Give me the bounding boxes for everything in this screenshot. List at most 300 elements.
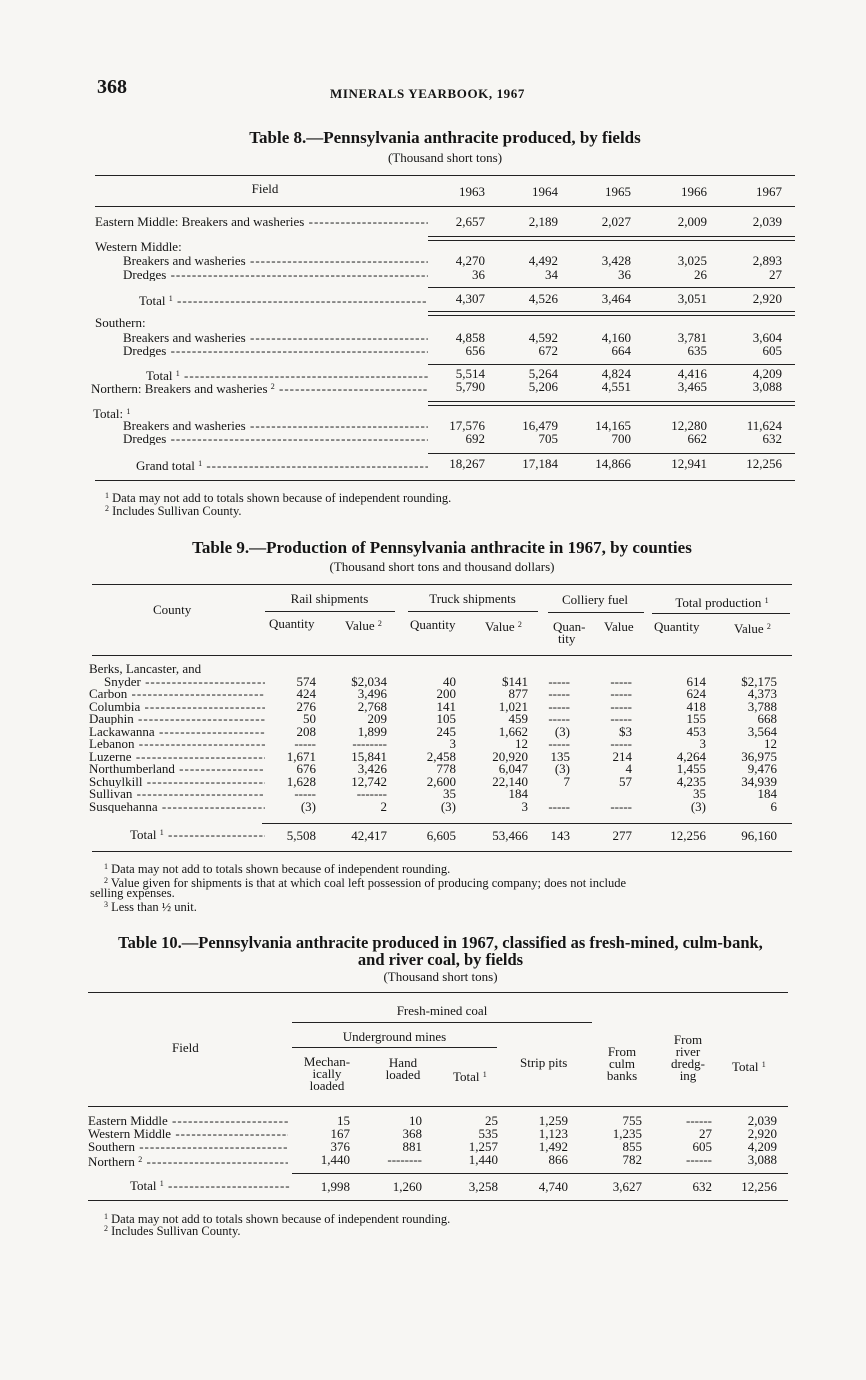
- footnote-mark: 2: [104, 1224, 108, 1233]
- table8-title: Table 8.—Pennsylvania anthracite produced, by fields: [249, 128, 641, 147]
- table9-cell: 22,140: [492, 773, 528, 789]
- table10-cell: 855: [622, 1139, 642, 1154]
- table9-cell: $2,175: [741, 673, 777, 689]
- table8-cell: 4,307: [455, 291, 485, 306]
- footnote-mark: 2: [270, 382, 275, 391]
- table8-year: 1963: [459, 184, 485, 199]
- table8-cell: 4,492: [528, 253, 558, 268]
- table8-col-field: Field: [251, 181, 279, 196]
- total-text: Total: [732, 1059, 759, 1074]
- table9-row-label: Snyder -----: [104, 675, 265, 688]
- table9-cell: 184: [508, 786, 528, 801]
- table10-total-cell: 3,627: [612, 1179, 642, 1194]
- table9-cell: -----: [548, 711, 570, 726]
- table9-cell: -----: [610, 673, 632, 689]
- table9-cell: -----: [548, 673, 570, 689]
- mech-line: Mechan-: [303, 1054, 351, 1069]
- row-label-text: Northern: [88, 1154, 135, 1168]
- table8-top-rule: [95, 175, 795, 176]
- footnote-mark: 1: [105, 491, 109, 500]
- table10-total-cell: 1,260: [392, 1179, 422, 1194]
- table9-group: Rail shipments: [290, 591, 369, 606]
- fresh-mined-header: Fresh-mined coal: [396, 1003, 488, 1018]
- table9-cell: 3: [521, 798, 528, 814]
- table9-cell: (3): [440, 798, 456, 814]
- table10-cell: 535: [478, 1126, 498, 1141]
- rule: [652, 613, 790, 614]
- rule: [262, 823, 792, 824]
- table8-row-label: [123, 419, 428, 432]
- table10-cell: 1,257: [468, 1139, 498, 1154]
- table9-cell: 200: [436, 686, 456, 701]
- footnote-text: Data may not add to totals shown because of independent rounding.: [111, 862, 451, 876]
- table10-total-cell: 12,256: [741, 1179, 777, 1194]
- table10-cell: --------: [387, 1152, 422, 1167]
- table8-cell: 17,184: [522, 456, 558, 471]
- rule: [428, 315, 795, 316]
- table9-cell: 141: [436, 698, 456, 714]
- sub-quantity: Quantity: [269, 616, 315, 631]
- table8-cell: 4,160: [601, 330, 631, 345]
- table8-cell: 700: [611, 431, 631, 446]
- table10-subtitle: (Thousand short tons): [383, 969, 498, 984]
- row-label-text: Dredges: [123, 432, 167, 445]
- table8-row-label: [123, 344, 428, 357]
- table10-cell: 782: [622, 1152, 642, 1167]
- table9-title: Table 9.—Production of Pennsylvania anthracite in 1967, by counties: [192, 538, 692, 557]
- table9-footnote: [104, 861, 450, 876]
- sub-quantity: Quantity: [654, 619, 700, 634]
- footnote-mark: 2: [377, 619, 382, 628]
- table8-cell: 16,479: [522, 418, 558, 433]
- table9-total-cell: 6,605: [426, 828, 456, 843]
- table8-row-label: [123, 254, 428, 267]
- table9-cell: -----: [610, 686, 632, 701]
- table9-col-county: County: [153, 602, 192, 617]
- table10-cell: 27: [699, 1126, 712, 1141]
- table8-year: 1966: [681, 184, 707, 199]
- table8-cell: 18,267: [449, 456, 485, 471]
- table8-cell: 705: [538, 431, 558, 446]
- table8-row-label: [136, 457, 428, 472]
- river-line: From: [673, 1032, 703, 1047]
- table9-cell: 35: [693, 786, 706, 801]
- table9-cell: -----: [548, 698, 570, 714]
- table8-cell: 4,824: [601, 366, 631, 381]
- running-title: MINERALS YEARBOOK, 1967: [330, 86, 525, 101]
- rule: [292, 1047, 497, 1048]
- table9-cell: 1,628: [286, 773, 316, 789]
- table9-cell: 614: [686, 673, 706, 689]
- table8-cell: 3,025: [677, 253, 707, 268]
- table8-cell: 12,941: [671, 456, 707, 471]
- sub-tity: tity: [558, 631, 576, 646]
- table8-cell: 672: [538, 343, 558, 358]
- row-label-text: Breakers and washeries: [123, 254, 246, 267]
- total-label-text: Total: [130, 1178, 157, 1192]
- table8-cell: 5,264: [528, 366, 558, 381]
- rule: [428, 287, 795, 288]
- table8-row-label: [123, 432, 428, 445]
- footnote-mark: 2: [138, 1155, 143, 1164]
- table9-group: Truck shipments: [429, 591, 516, 606]
- row-label-text: Eastern Middle: Breakers and washeries: [95, 215, 305, 228]
- culm-line: From: [607, 1044, 637, 1059]
- footnote-mark: 1: [159, 828, 164, 837]
- table9-row-label: Schuylkill -----: [89, 775, 265, 788]
- table9-cell: 9,476: [747, 761, 777, 776]
- table8-cell: 14,165: [595, 418, 631, 433]
- sub-value: [485, 618, 522, 633]
- table10-cell: 15: [337, 1113, 350, 1128]
- table9-cell: 2,458: [426, 748, 456, 764]
- table10-cell: 755: [622, 1113, 642, 1128]
- table8-cell: 5,514: [455, 366, 485, 381]
- table9-row-label: Sullivan -----: [89, 787, 265, 800]
- table9-cell: 1,021: [498, 698, 528, 714]
- table9-cell: 424: [296, 686, 316, 701]
- table9-total-cell: 12,256: [670, 828, 706, 843]
- table10-row-label: [88, 1153, 288, 1168]
- table8-row-label: [95, 316, 428, 329]
- table8-row-label: [95, 215, 428, 228]
- table8-cell: 4,270: [455, 253, 485, 268]
- table9-cell: 209: [367, 711, 387, 726]
- table9-row-label: Dauphin -----: [89, 712, 265, 725]
- table9-cell: 2,600: [426, 773, 456, 789]
- table9-cell: 6,047: [498, 761, 528, 776]
- table8-cell: 2,009: [677, 214, 707, 229]
- footnote-mark: 2: [104, 876, 108, 885]
- table8-cell: 3,464: [601, 291, 631, 306]
- table9-cell: 12: [764, 736, 777, 751]
- table10-cell: 1,440: [320, 1152, 350, 1167]
- rule: [292, 1022, 592, 1023]
- footnote-mark: 1: [104, 1212, 108, 1221]
- table9-cell: (3): [300, 798, 316, 814]
- footnote-text: Includes Sullivan County.: [111, 1224, 241, 1238]
- table8-cell: 605: [762, 343, 782, 358]
- table8-cell: 5,790: [455, 379, 485, 394]
- table8-cell: 664: [611, 343, 631, 358]
- table9-cell: 155: [686, 711, 706, 726]
- table9-cell: 3: [449, 736, 456, 751]
- table9-cell: 2: [380, 798, 387, 814]
- rule: [428, 236, 795, 237]
- table8-cell: 14,866: [595, 456, 631, 471]
- table8-cell: 11,624: [746, 418, 782, 433]
- table9-cell: 877: [508, 686, 528, 701]
- table8-cell: 635: [687, 343, 707, 358]
- table9-cell: 57: [619, 773, 632, 789]
- footnote-mark: 1: [126, 407, 131, 416]
- culm-line: culm: [609, 1056, 635, 1071]
- table10-cell: 368: [402, 1126, 422, 1141]
- table9-cell: -----: [610, 798, 632, 814]
- table10-footnote: [104, 1223, 241, 1238]
- table9-cell: 1,899: [357, 723, 387, 739]
- table9-cell: -----: [548, 686, 570, 701]
- table8-row-label: [139, 292, 428, 307]
- table8-cell: 4,858: [455, 330, 485, 345]
- table9-footnote: [104, 875, 626, 890]
- table9-header-rule: [92, 655, 792, 656]
- table8-cell: 3,465: [677, 379, 707, 394]
- table9-cell: 214: [612, 748, 632, 764]
- footnote-mark: 1: [198, 459, 203, 468]
- row-label-text: Total:: [93, 406, 124, 420]
- table9-cell: (3): [554, 761, 570, 776]
- table10-cell: 10: [409, 1113, 422, 1128]
- table8-cell: 4,551: [601, 379, 631, 394]
- table10-total-cell: 632: [692, 1179, 712, 1194]
- table9-cell: 3,496: [357, 686, 387, 701]
- table9-cell: -----: [610, 736, 632, 751]
- table9-cell: (3): [554, 723, 570, 739]
- table10-cell: 605: [692, 1139, 712, 1154]
- table9-cell: 4: [625, 761, 632, 776]
- table10-total-cell: 1,998: [320, 1179, 350, 1194]
- row-label-text: Dredges: [123, 344, 167, 357]
- rule: [428, 401, 795, 402]
- table8-cell: 2,189: [528, 214, 558, 229]
- table9-cell: 7: [563, 773, 570, 789]
- table9-footnote: [90, 887, 175, 900]
- mech-line: ically: [312, 1066, 342, 1081]
- table9-total-cell: 5,508: [286, 828, 316, 843]
- row-label-text: Northern: Breakers and washeries: [91, 381, 268, 395]
- table8-header-rule: [95, 206, 795, 207]
- table9-cell: 184: [757, 786, 777, 801]
- rule: [428, 405, 795, 406]
- table9-cell: -----: [610, 711, 632, 726]
- table9-cell: 3,564: [747, 723, 777, 739]
- table9-cell: 6: [770, 798, 777, 814]
- underground-total: [453, 1068, 487, 1083]
- table9-cell: 35: [443, 786, 456, 801]
- row-label-text: Eastern Middle: [88, 1114, 168, 1127]
- footnote-text: Less than ½ unit.: [111, 900, 197, 914]
- table9-cell: -------: [356, 786, 387, 801]
- table10-cell: 2,039: [747, 1113, 777, 1128]
- row-label-text: Southern: [88, 1140, 135, 1153]
- footnote-mark: 1: [761, 1060, 766, 1069]
- table9-cell: -----: [610, 698, 632, 714]
- table8-cell: 4,416: [677, 366, 707, 381]
- table10-cell: 167: [330, 1126, 350, 1141]
- table8-cell: 3,781: [677, 330, 707, 345]
- table9-top-rule: [92, 584, 792, 585]
- table8-year: 1965: [605, 184, 631, 199]
- sub-value: [345, 617, 382, 632]
- table8-subtitle: (Thousand short tons): [387, 150, 503, 165]
- table8-cell: 2,657: [455, 214, 485, 229]
- table9-row-label: Carbon -----: [89, 687, 265, 700]
- table9-cell: 15,841: [351, 748, 387, 764]
- table10-row-label: [88, 1114, 288, 1127]
- table10-cell: 3,088: [747, 1152, 777, 1167]
- table9-cell: 105: [436, 711, 456, 726]
- table8-cell: 656: [465, 343, 485, 358]
- table9-cell: 12: [515, 736, 528, 751]
- table8-cell: 3,051: [677, 291, 707, 306]
- table9-cell: 574: [296, 673, 316, 689]
- table9-row-label: Lackawanna -----: [89, 725, 265, 738]
- table9-total-cell: 277: [612, 828, 632, 843]
- table9-cell: 2,768: [357, 698, 387, 714]
- table8-cell: 4,209: [752, 366, 782, 381]
- table10-cell: 881: [402, 1139, 422, 1154]
- table9-cell: 459: [508, 711, 528, 726]
- table9-cell: 624: [686, 686, 706, 701]
- table10-total-label: [130, 1177, 290, 1192]
- table9-row-label: Columbia -----: [89, 700, 265, 713]
- row-label-text: Total: [139, 293, 166, 307]
- rule: [408, 611, 538, 612]
- table10-cell: 866: [548, 1152, 568, 1167]
- grand-total-header: [732, 1058, 766, 1073]
- table9-cell: $2,034: [351, 673, 387, 689]
- table8-cell: 17,576: [449, 418, 485, 433]
- rule: [428, 364, 795, 365]
- table8-cell: 3,088: [752, 379, 782, 394]
- table9-cell: 4,264: [676, 748, 706, 764]
- table10-cell: 4,209: [747, 1139, 777, 1154]
- culm-line: banks: [606, 1068, 638, 1083]
- row-label-text: Total: [146, 368, 173, 382]
- underground-header: Underground mines: [342, 1029, 447, 1044]
- table10-cell: 25: [485, 1113, 498, 1128]
- river-line: dredg-: [671, 1056, 705, 1071]
- table9-row-label: Lebanon -----: [89, 737, 265, 750]
- table8-cell: 12,280: [671, 418, 707, 433]
- table8-cell: 34: [545, 267, 558, 282]
- table9-group: Colliery fuel: [561, 592, 629, 607]
- table9-group: [652, 594, 792, 609]
- total-label-text: Total: [130, 827, 157, 841]
- table8-cell: 4,526: [528, 291, 558, 306]
- table9-cell: 34,939: [741, 773, 777, 789]
- table10-title: and river coal, by fields: [357, 950, 524, 969]
- strip-pits-header: Strip pits: [520, 1055, 568, 1070]
- table9-bottom-rule: [92, 851, 792, 852]
- row-label-text: Western Middle: [88, 1127, 172, 1140]
- table9-cell: 245: [436, 723, 456, 739]
- table9-cell: 3: [699, 736, 706, 751]
- sub-value: Value: [604, 619, 634, 634]
- table9-row-label: Susquehanna -----: [89, 800, 265, 813]
- table9-total-cell: 143: [550, 828, 570, 843]
- row-label-text: Grand total: [136, 458, 195, 472]
- table10-cell: 1,259: [538, 1113, 568, 1128]
- rule: [428, 453, 795, 454]
- table9-cell: $3: [619, 723, 632, 739]
- table10-cell: ------: [686, 1152, 712, 1167]
- footnote-text: Value given for shipments is that at which coal left possession of producing company; does not include: [110, 876, 627, 890]
- table8-cell: 27: [769, 267, 782, 282]
- table10-title: Table 10.—Pennsylvania anthracite produced in 1967, classified as fresh-mined, culm-bank,: [118, 933, 763, 952]
- hand-line: Hand: [388, 1055, 418, 1070]
- river-line: river: [675, 1044, 701, 1059]
- footnote-mark: 1: [764, 596, 769, 605]
- table9-cell: 778: [436, 761, 456, 776]
- sub-quantity: Quantity: [410, 617, 456, 632]
- table8-cell: 2,920: [752, 291, 782, 306]
- table8-cell: 692: [465, 431, 485, 446]
- table8-cell: 36: [472, 267, 485, 282]
- sub-quan: Quan-: [553, 619, 586, 634]
- table8-cell: 2,039: [752, 214, 782, 229]
- footnote-mark: 2: [517, 620, 522, 629]
- table10-top-rule: [88, 992, 788, 993]
- table9-total-cell: 42,417: [351, 828, 387, 843]
- group-label: Total production: [675, 595, 762, 610]
- footnote-text: Includes Sullivan County.: [112, 504, 242, 518]
- table10-cell: 2,920: [747, 1126, 777, 1141]
- footnote-text: selling expenses.: [90, 886, 175, 900]
- table10-cell: 1,492: [538, 1139, 568, 1154]
- table8-footnote: [105, 503, 242, 518]
- table10-header-rule: [88, 1106, 788, 1107]
- row-label-text: Breakers and washeries: [123, 419, 246, 432]
- river-line: ing: [679, 1068, 697, 1083]
- table10-cell: 1,235: [612, 1126, 642, 1141]
- table8-row-label: [93, 405, 428, 420]
- table9-row-label: Berks, Lancaster, and: [89, 662, 202, 675]
- table10-cell: 1,123: [538, 1126, 568, 1141]
- table9-cell: 453: [686, 723, 706, 739]
- table8-row-label: [123, 268, 428, 281]
- table9-cell: 36,975: [741, 748, 777, 764]
- table8-cell: 3,428: [601, 253, 631, 268]
- table9-cell: 3,426: [357, 761, 387, 776]
- table9-cell: -----: [294, 786, 316, 801]
- table10-cell: 1,440: [468, 1152, 498, 1167]
- row-label-text: Western Middle:: [95, 240, 182, 253]
- table8-cell: 12,256: [746, 456, 782, 471]
- table9-cell: 668: [757, 711, 777, 726]
- sub-value-text: Value: [485, 619, 515, 634]
- rule: [548, 612, 644, 613]
- footnote-mark: 1: [104, 862, 108, 871]
- page-number: 368: [97, 76, 127, 98]
- table9-cell: 12,742: [351, 773, 387, 789]
- table8-cell: 26: [694, 267, 707, 282]
- table8-row-label: [91, 380, 428, 395]
- footnote-mark: 1: [175, 369, 180, 378]
- table9-cell: 418: [686, 698, 706, 714]
- table8-cell: 632: [762, 431, 782, 446]
- table8-cell: 2,893: [752, 253, 782, 268]
- row-label-text: Southern:: [95, 316, 146, 329]
- table10-total-cell: 3,258: [468, 1179, 498, 1194]
- rule: [292, 1173, 788, 1174]
- table9-row-label: Northumberland -----: [89, 762, 265, 775]
- table8-cell: 4,592: [528, 330, 558, 345]
- table9-total-cell: 53,466: [492, 828, 528, 843]
- table10-cell: ------: [686, 1113, 712, 1128]
- table8-cell: 36: [618, 267, 631, 282]
- table8-bottom-rule: [95, 480, 795, 481]
- table9-cell: $141: [502, 673, 528, 689]
- table8-year: 1964: [532, 184, 558, 199]
- table10-row-label: [88, 1140, 288, 1153]
- table8-row-label: [95, 240, 428, 253]
- table9-cell: (3): [690, 798, 706, 814]
- table9-cell: -----: [548, 736, 570, 751]
- table9-cell: --------: [352, 736, 387, 751]
- footnote-text: Data may not add to totals shown because of independent rounding.: [112, 491, 452, 505]
